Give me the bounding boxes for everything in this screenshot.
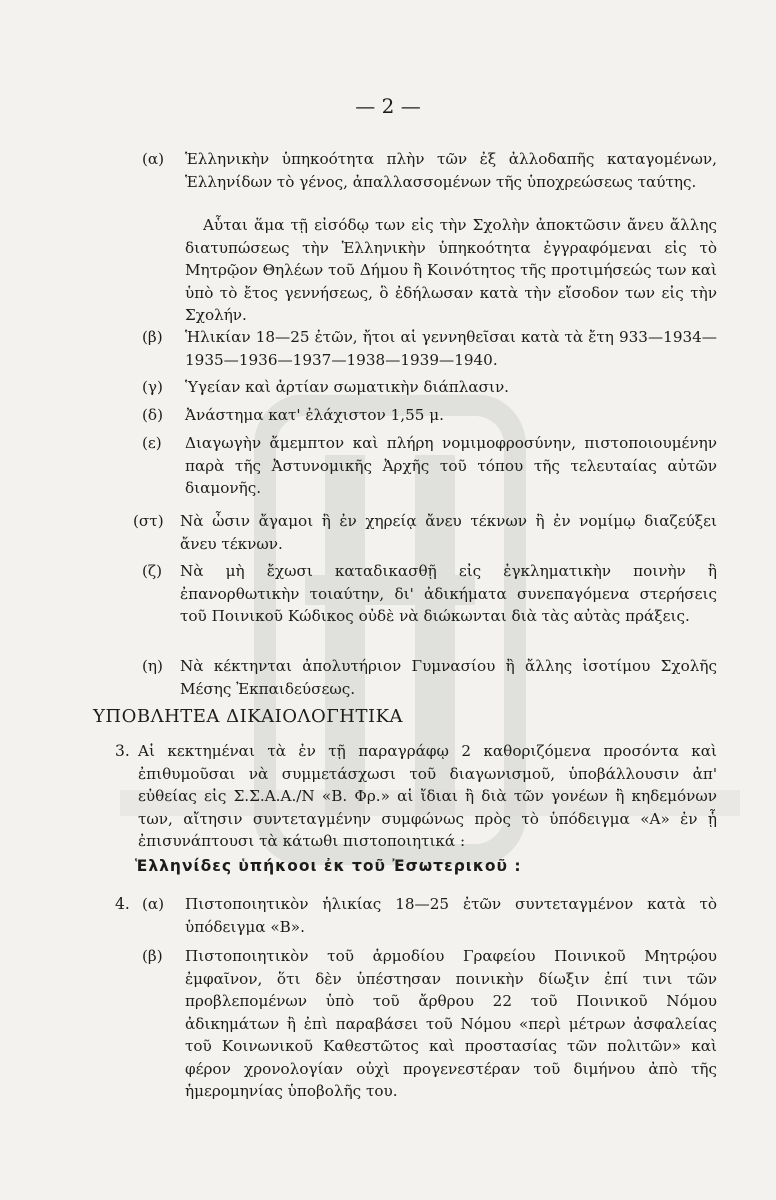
item-text: Ἑλληνικὴν ὑπηκοότητα πλὴν τῶν ἐξ ἀλλοδαπῆς καταγομένων, Ἑλληνίδων τὸ γένος, ἀπαλλασσομένων τῆς ὑποχρεώσεως ταύτης. [185, 150, 717, 191]
item-label: (β) [142, 328, 163, 346]
item-label: (α) [142, 150, 165, 168]
item-label: (η) [142, 657, 163, 675]
item-label: (γ) [142, 378, 163, 396]
subheading: Ἑλληνίδες ὑπήκοοι ἐκ τοῦ Ἐσωτερικοῦ : [135, 857, 522, 875]
item-label: (ζ) [142, 562, 163, 580]
item-label: (στ) [133, 512, 164, 530]
item-text: Ὑγείαν καὶ ἀρτίαν σωματικὴν διάπλασιν. [185, 378, 510, 396]
item-label: (ε) [142, 434, 162, 452]
item-label: (β) [142, 947, 163, 965]
paragraph-number: 4. [115, 895, 130, 913]
item-label: (α) [142, 895, 165, 913]
item-text: Πιστοποιητικὸν ἡλικίας 18—25 ἐτῶν συντεταγμένον κατὰ τὸ ὑπόδειγμα «Β». [185, 895, 717, 936]
item-label: (δ) [142, 406, 163, 424]
page-number: — 2 — [355, 94, 421, 118]
paragraph-text: Αἱ κεκτημέναι τὰ ἐν τῇ παραγράφῳ 2 καθοριζόμενα προσόντα καὶ ἐπιθυμοῦσαι νὰ συμμετάσχωσι τοῦ διαγωνισμοῦ, ὑποβάλλουσιν ἀπ' εὐθείας εἰς Σ.Σ.Α.Α./Ν «Β. Φρ.» αἱ ἴδιαι ἢ διὰ τῶν γονέων ἢ κηδεμόνων των, αἴτησιν συντεταγμένην συμφώνως πρὸς τὸ ὑπόδειγμα «Α» ἐν ᾗ ἐπισυνάπτουσι τὰ κάτωθι πιστοποιητικά : [138, 742, 717, 850]
item-text: Ἡλικίαν 18—25 ἐτῶν, ἤτοι αἱ γεννηθεῖσαι κατὰ τὰ ἔτη 933—1934—1935—1936—1937—1938—1939—1940. [185, 328, 717, 369]
item-text: Νὰ μὴ ἔχωσι καταδικασθῇ εἰς ἐγκληματικὴν ποινὴν ἢ ἐπανορθωτικὴν τοιαύτην, δι' ἀδικήματα συνεπαγόμενα στερήσεις τοῦ Ποινικοῦ Κώδικος οὐδὲ νὰ διώκωνται διὰ τὰς αὐτὰς πράξεις. [180, 562, 717, 625]
section-heading: ΥΠΟΒΛΗΤΕΑ ΔΙΚΑΙΟΛΟΓΗΤΙΚΑ [93, 706, 404, 727]
item-continuation-text: Αὗται ἅμα τῇ εἰσόδῳ των εἰς τὴν Σχολὴν ἀποκτῶσιν ἄνευ ἄλλης διατυπώσεως τὴν Ἑλληνικὴν ὑπηκοότητα ἐγγραφόμεναι εἰς τὸ Μητρῷον Θηλέων τοῦ Δήμου ἢ Κοινότητος τῆς προτιμήσεώς των καὶ ὑπὸ τὸ ἔτος γεννήσεως, ὃ ἐδήλωσαν κατὰ τὴν εἴσοδον των εἰς τὴν Σχολήν. [185, 216, 717, 324]
paragraph-number: 3. [115, 742, 130, 760]
item-text: Ἀνάστημα κατ' ἐλάχιστον 1,55 μ. [185, 406, 444, 424]
item-text: Νὰ ὦσιν ἄγαμοι ἢ ἐν χηρείᾳ ἄνευ τέκνων ἢ ἐν νομίμῳ διαζεύξει ἄνευ τέκνων. [180, 512, 717, 553]
item-text: Νὰ κέκτηνται ἀπολυτήριον Γυμνασίου ἢ ἄλλης ἰσοτίμου Σχολῆς Μέσης Ἐκπαιδεύσεως. [180, 657, 717, 698]
item-text: Πιστοποιητικὸν τοῦ ἁρμοδίου Γραφείου Ποινικοῦ Μητρῴου ἐμφαῖνον, ὅτι δὲν ὑπέστησαν ποινικὴν δίωξιν ἐπί τινι τῶν προβλεπομένων ὑπὸ τοῦ ἄρθρου 22 τοῦ Ποινικοῦ Νόμου ἀδικημάτων ἢ ἐπὶ παραβάσει τοῦ Νόμου «περὶ μέτρων ἀσφαλείας τοῦ Κοινωνικοῦ Καθεστῶτος καὶ προστασίας τῶν πολιτῶν» καὶ φέρον χρονολογίαν οὐχὶ προγενεστέραν τοῦ διμήνου ἀπὸ τῆς ἡμερομηνίας ὑποβολῆς του. [185, 947, 717, 1100]
item-text: Διαγωγὴν ἄμεμπτον καὶ πλήρη νομιμοφροσύνην, πιστοποιουμένην παρὰ τῆς Ἀστυνομικῆς Ἀρχῆς τοῦ τόπου τῆς τελευταίας αὐτῶν διαμονῆς. [185, 434, 717, 497]
